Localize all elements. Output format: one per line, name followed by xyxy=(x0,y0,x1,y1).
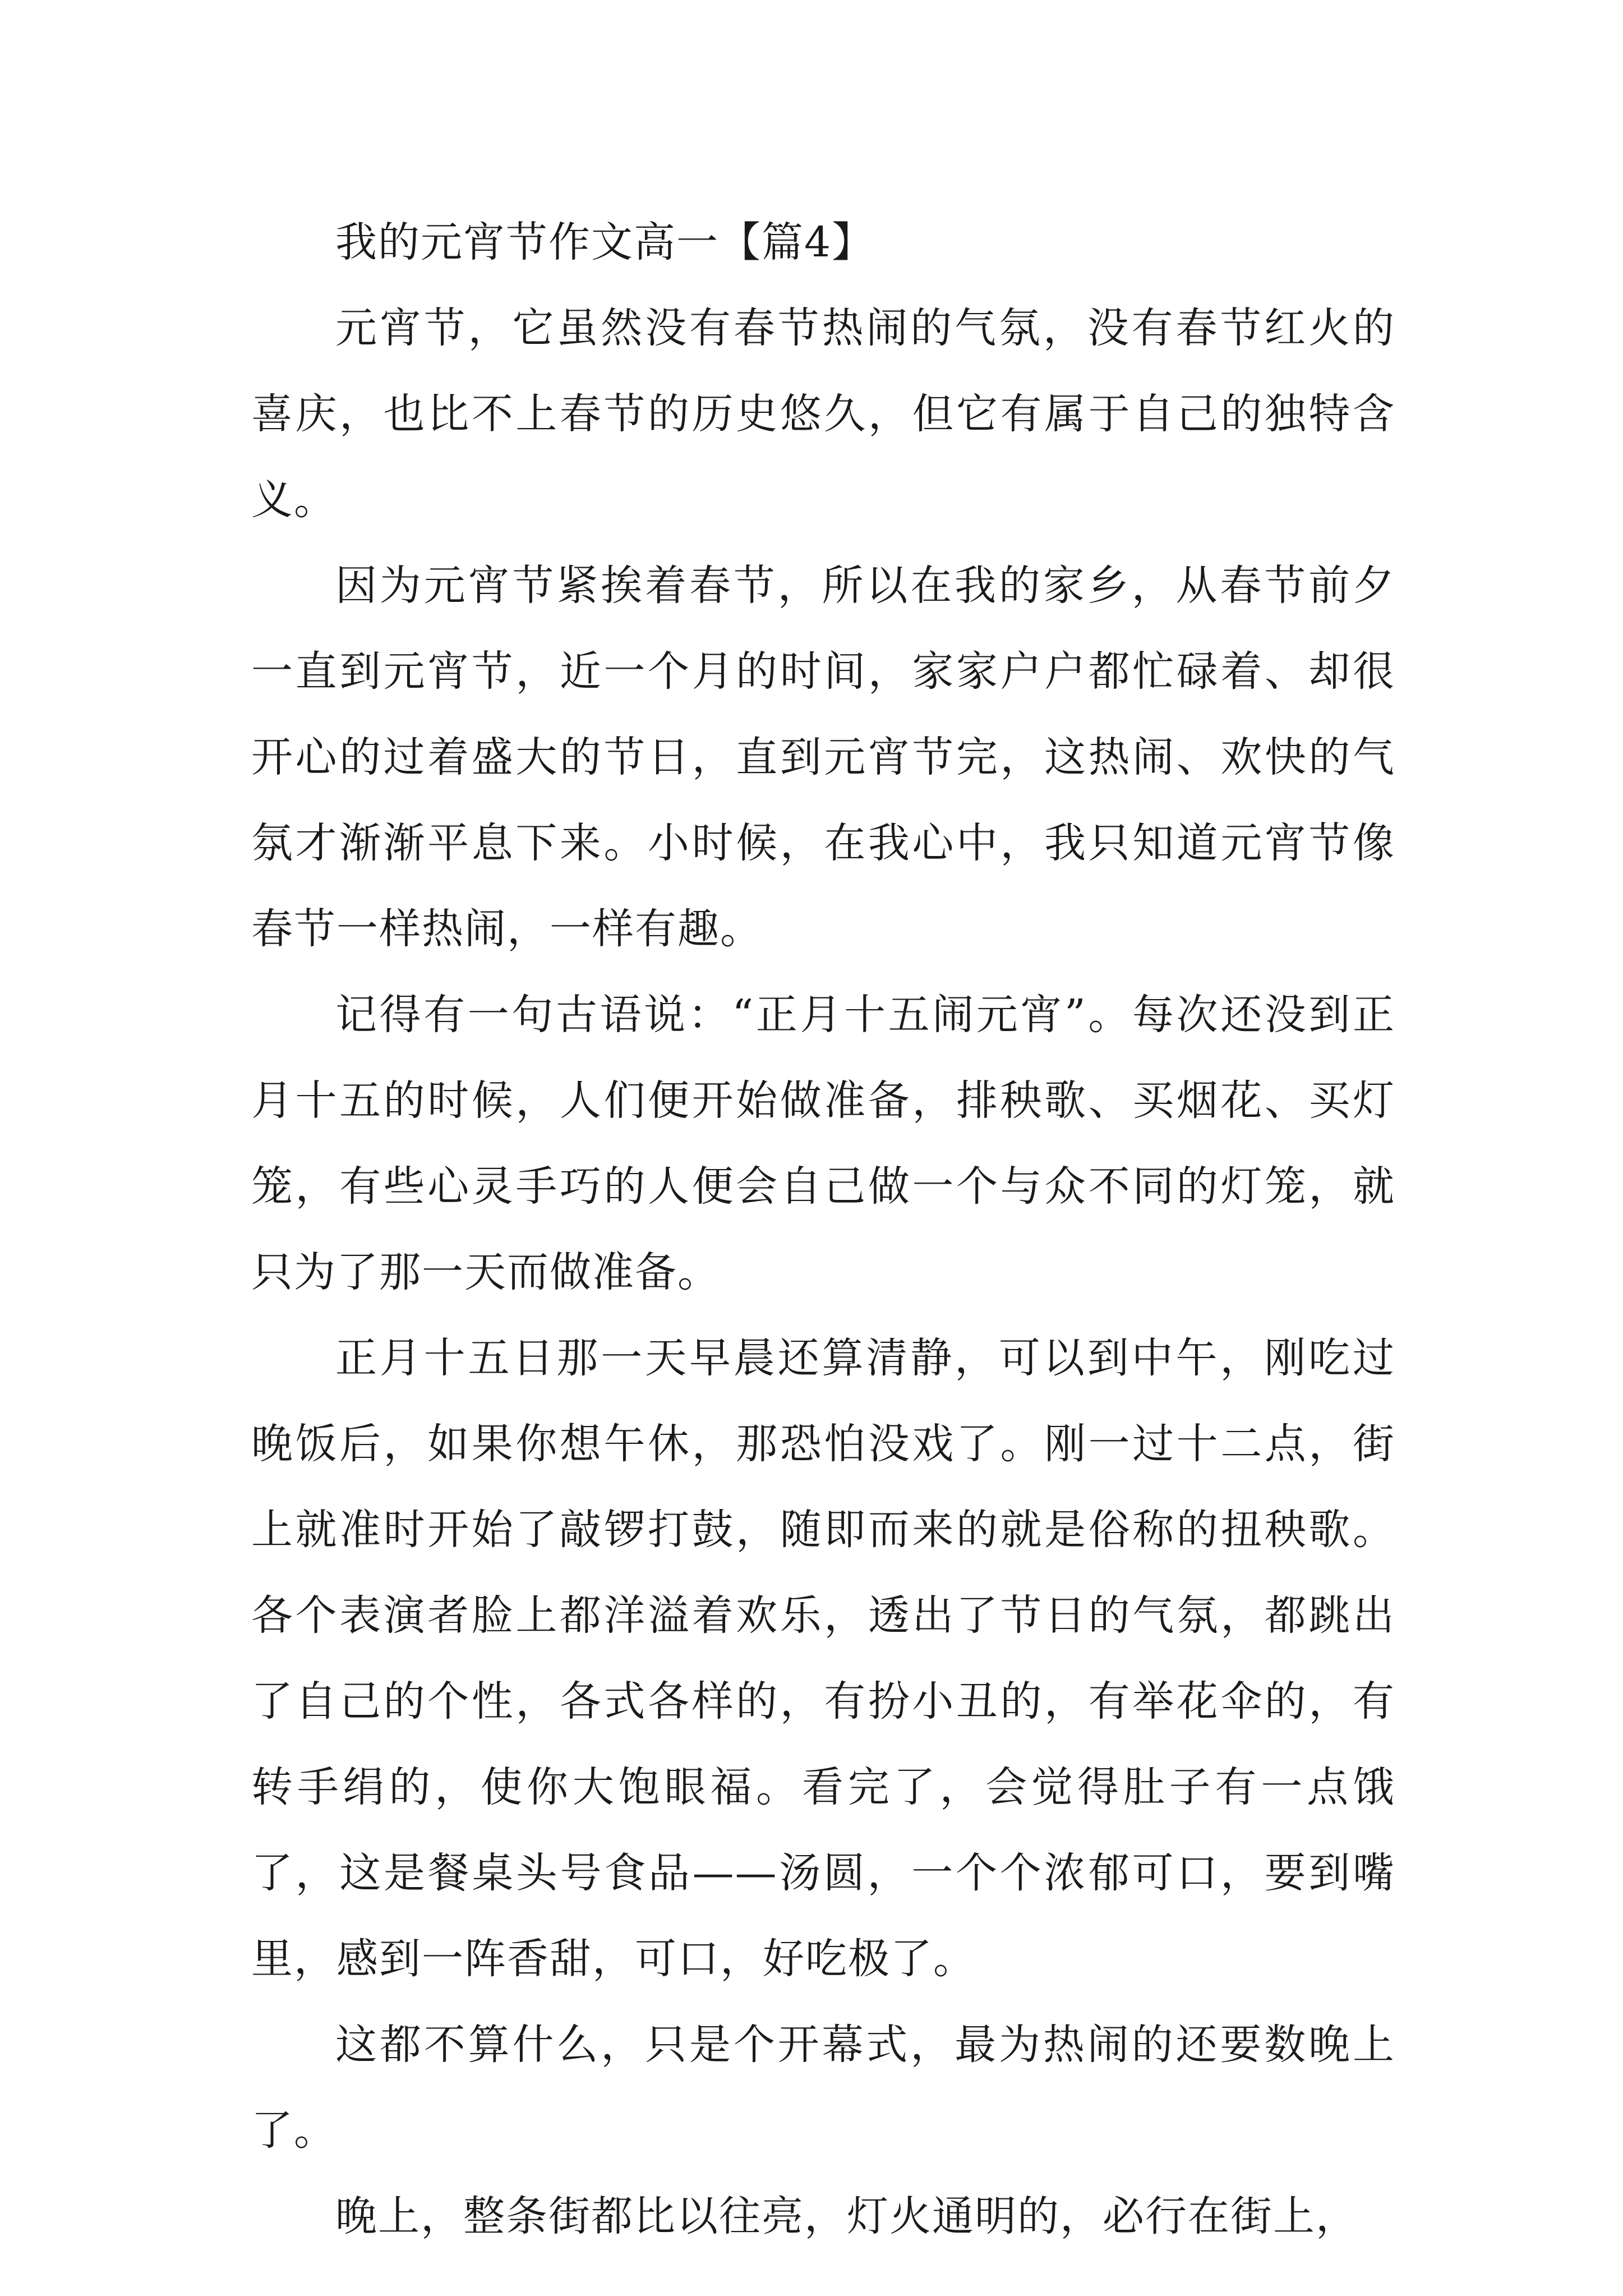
paragraph-5: 这都不算什么，只是个开幕式，最为热闹的还要数晚上了。 xyxy=(251,2021,1395,2155)
essay-body xyxy=(251,200,1395,2260)
essay-title: 我的元宵节作文高一【篇4】 xyxy=(335,218,875,266)
paragraph-6: 晚上，整条街都比以往亮，灯火通明的，必行在街上， xyxy=(335,2192,1358,2240)
paragraph-1: 元宵节，它虽然没有春节热闹的气氛，没有春节红火的喜庆，也比不上春节的历史悠久，但它有属于自己的独特含义。 xyxy=(251,304,1395,524)
paragraph-2: 因为元宵节紧挨着春节，所以在我的家乡，从春节前夕一直到元宵节，近一个月的时间，家家户户都忙碌着、却很开心的过着盛大的节日，直到元宵节完，这热闹、欢快的气氛才渐渐平息下来。小时候，在我心中，我只知道元宵节像春节一样热闹，一样有趣。 xyxy=(251,562,1395,953)
paragraph-3: 记得有一句古语说：“正月十五闹元宵”。每次还没到正月十五的时候，人们便开始做准备，排秧歌、买烟花、买灯笼，有些心灵手巧的人便会自己做一个与众不同的灯笼，就只为了那一天而做准备。 xyxy=(251,991,1395,1296)
paragraph-4: 正月十五日那一天早晨还算清静，可以到中午，刚吃过晚饭后，如果你想午休，那恐怕没戏了。刚一过十二点，街上就准时开始了敲锣打鼓，随即而来的就是俗称的扭秧歌。各个表演者脸上都洋溢着欢乐，透出了节日的气氛，都跳出了自己的个性，各式各样的，有扮小丑的，有举花伞的，有转手绢的，使你大饱眼福。看完了，会觉得肚子有一点饿了，这是餐桌头号食品——汤圆，一个个浓郁可口，要到嘴里，感到一阵香甜，可口，好吃极了。 xyxy=(251,1334,1395,1983)
